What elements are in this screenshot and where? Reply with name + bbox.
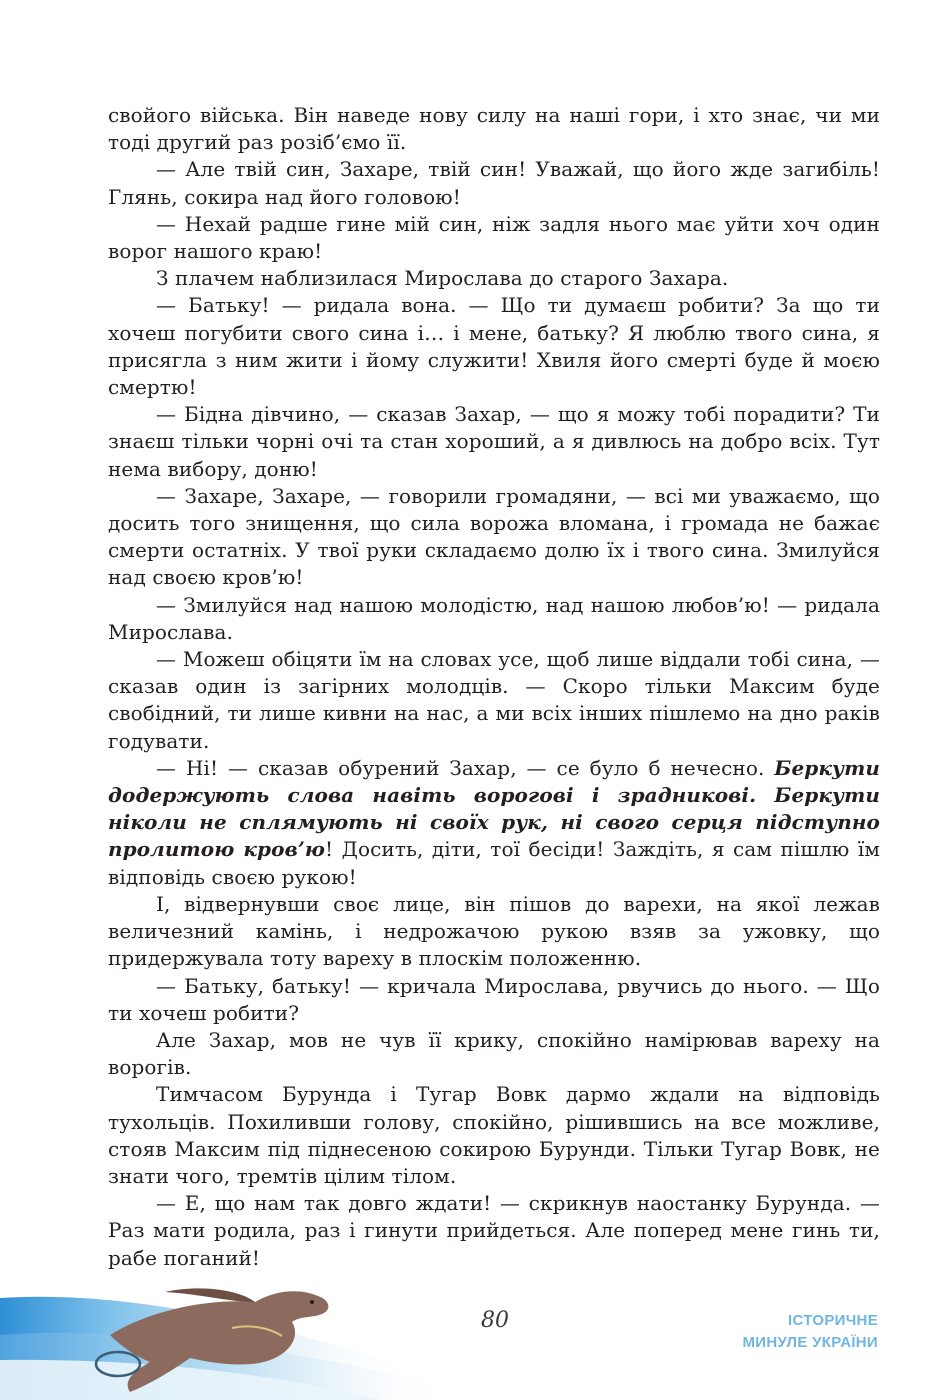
section-label [742, 1310, 878, 1354]
text-run: — Батьку! — ридала вона. — Що ти думаєш робити? За що ти хочеш погубити свого сина і… і мене, батьку? Я люблю твого сина, я присягла з ним жити і йому служити! Хвиля його смерті буде й моєю смертю! [108, 293, 880, 400]
page-number: 80 [481, 1308, 509, 1333]
paragraph [108, 292, 880, 401]
paragraph [108, 401, 880, 483]
paragraph [108, 891, 880, 973]
text-run: Тимчасом Бурунда і Тугар Вовк дармо ждали на відповідь тухольців. Похиливши голову, спокійно, рішившись на все можливе, стояв Максим під піднесеною сокирою Бурунди. Тільки Тугар Вовк, не знати чого, тремтів цілим тілом. [108, 1082, 880, 1188]
paragraph [108, 646, 880, 755]
paragraph [108, 1081, 880, 1190]
section-label-line1: ІСТОРИЧНЕ [788, 1312, 878, 1329]
paragraph [108, 973, 880, 1027]
paragraph [108, 211, 880, 265]
paragraph [108, 156, 880, 210]
text-run: — Батьку, батьку! — кричала Мирослава, рвучись до нього. — Що ти хочеш робити? [108, 973, 880, 1025]
text-run: З плачем наблизилася Мирослава до старого Захара. [156, 266, 729, 291]
paragraph [108, 592, 880, 646]
section-label-line2: МИНУЛЕ УКРАЇНИ [742, 1334, 878, 1351]
text-run: — Нехай радше гине мій син, ніж задля нього має уйти хоч один ворог нашого краю! [108, 211, 880, 264]
text-run: свойого війська. Він наведе нову силу на наші гори, і хто знає, чи ми тоді другий раз розіб’ємо її. [108, 103, 880, 155]
text-run: — Змилуйся над нашою молодістю, над нашою любов’ю! — ридала Мирослава. [108, 592, 880, 644]
text-run: І, відвернувши своє лице, він пішов до варехи, на якої лежав величезний камінь, і недрожачою рукою взяв за ужовку, що придержувала тоту вареху в плоскім положенню. [108, 891, 880, 971]
text-run: — Можеш обіцяти їм на словах усе, щоб лише віддали тобі сина, — сказав один із загірних молодців. — Скоро тільки Максим буде свобідний, ти лише кивни на нас, а ми всіх інших пішлемо на дно раків годувати. [108, 647, 880, 753]
page-body-text [108, 102, 880, 1272]
paragraph [108, 1190, 880, 1272]
paragraph [108, 755, 880, 891]
paragraph [108, 265, 880, 292]
text-run: — Бідна дівчино, — сказав Захар, — що я можу тобі порадити? Ти знаєш тільки чорні очі та стан хороший, а я дивлюсь на добро всіх. Тут нема вибору, доню! [108, 402, 880, 481]
text-run: — Захаре, Захаре, — говорили громадяни, — всі ми уважаємо, що досить того знищення, що сила ворожа вломана, і громада не бажає смерти остатніх. У твої руки складаємо долю їх і твого сина. Змилуйся над своєю кров’ю! [108, 483, 880, 590]
paragraph [108, 102, 880, 156]
emphasized-text: Беркути додержують слова навіть ворогові і зрадникові. Беркути ніколи не сплямують ні своїх рук, ні свого серця підступно пролитою кров’ю [108, 755, 880, 862]
text-run: Але Захар, мов не чув її крику, спокійно намірював вареху на ворогів. [108, 1027, 880, 1080]
text-run: ! Досить, діти, тої бесіди! Заждіть, я сам пішлю їм відповідь своєю рукою! [108, 837, 880, 889]
text-run: — Ні! — сказав обурений Захар, — се було б нечесно. [156, 755, 775, 780]
paragraph [108, 1027, 880, 1081]
text-run: — Але твій син, Захаре, твій син! Уважай, що його жде загибіль! Глянь, сокира над його головою! [108, 157, 880, 209]
text-run: — Е, що нам так довго ждати! — скрикнув наостанку Бурунда. — Раз мати родила, раз і гинути прийдеться. Але поперед мене гинь ти, рабе поганий! [108, 1191, 880, 1270]
paragraph [108, 483, 880, 592]
